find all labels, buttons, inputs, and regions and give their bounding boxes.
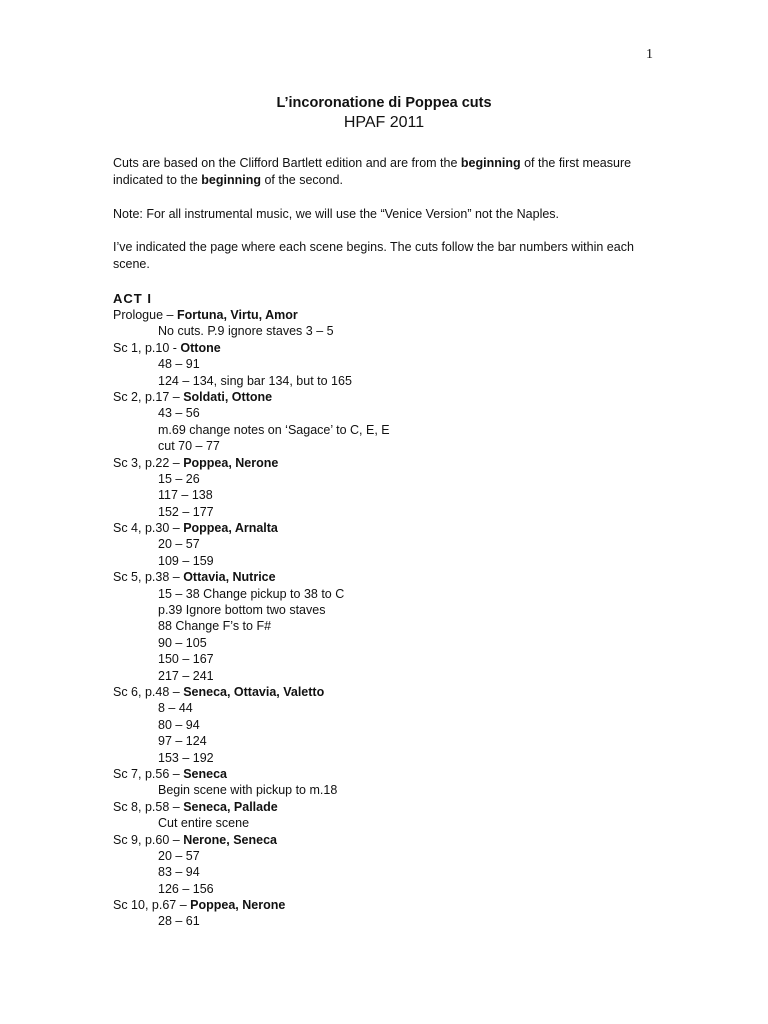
scene-heading <box>113 340 673 356</box>
scene-heading <box>113 455 673 471</box>
scene-characters: Poppea, Nerone <box>190 898 286 913</box>
cut-entry: 83 – 94 <box>158 865 200 880</box>
cut-entry: 150 – 167 <box>158 652 214 667</box>
scene-heading <box>113 389 673 405</box>
cut-entry: 109 – 159 <box>158 553 214 568</box>
scene-heading <box>113 799 673 815</box>
scene-characters: Nerone, Seneca <box>183 832 277 847</box>
scene-characters: Seneca, Pallade <box>183 799 278 814</box>
document-subtitle: HPAF 2011 <box>343 114 425 131</box>
emphasis-text: beginning <box>460 156 521 170</box>
cut-entry: 152 – 177 <box>158 504 214 519</box>
scene-heading <box>113 832 673 848</box>
paragraph-text: Cuts are based on the Clifford Bartlett edition and are from the <box>113 156 461 170</box>
cut-entry: 48 – 91 <box>158 357 200 372</box>
intro-paragraph-note: Note: For all instrumental music, we will use the “Venice Version” not the Naples. <box>113 207 560 221</box>
scene-label: Sc 6, p.48 – <box>113 684 184 699</box>
intro-paragraph-edition <box>113 155 653 188</box>
cut-entry: 20 – 57 <box>158 537 200 552</box>
scene-label: Prologue – <box>113 308 177 322</box>
cut-entry: 15 – 26 <box>158 471 200 486</box>
scene-characters: Poppea, Nerone <box>183 455 279 470</box>
emphasis-text: beginning <box>201 172 261 187</box>
cut-entry: 8 – 44 <box>158 701 193 716</box>
act-heading: ACT I <box>113 291 152 306</box>
cut-entry: 126 – 156 <box>158 881 214 896</box>
scene-label: Sc 7, p.56 – <box>113 766 184 781</box>
cut-entry: 20 – 57 <box>158 848 200 863</box>
scene-label: Sc 5, p.38 – <box>113 570 184 585</box>
cut-entry: 88 Change F’s to F# <box>158 619 272 634</box>
cut-entry: cut 70 – 77 <box>158 439 220 454</box>
paragraph-text: of the second. <box>260 172 343 187</box>
cut-entry: 15 – 38 Change pickup to 38 to C <box>158 586 345 601</box>
scene-characters: Fortuna, Virtu, Amor <box>176 308 298 322</box>
scene-characters: Poppea, Arnalta <box>183 521 278 536</box>
scene-label: Sc 8, p.58 – <box>113 799 184 814</box>
cut-entry: 217 – 241 <box>158 668 214 683</box>
scene-label: Sc 4, p.30 – <box>113 521 184 536</box>
cut-entry: 80 – 94 <box>158 717 200 732</box>
cut-entry: Begin scene with pickup to m.18 <box>158 783 338 798</box>
scene-label: Sc 3, p.22 – <box>113 455 184 470</box>
page-number: 1 <box>646 47 653 62</box>
scene-label: Sc 9, p.60 – <box>113 832 184 847</box>
cut-entry: 90 – 105 <box>158 635 207 650</box>
cut-entry: 117 – 138 <box>158 488 213 503</box>
scene-characters: Soldati, Ottone <box>183 389 273 404</box>
scene-heading <box>113 569 673 585</box>
scene-characters: Seneca <box>183 766 227 781</box>
scene-label: Sc 10, p.67 – <box>113 898 191 913</box>
scene-heading <box>113 766 673 782</box>
title-block <box>0 94 768 133</box>
cut-entry: m.69 change notes on ‘Sagace’ to C, E, E <box>158 422 390 437</box>
scene-characters: Ottavia, Nutrice <box>183 570 276 585</box>
scene-heading <box>113 684 673 700</box>
scene-characters: Seneca, Ottavia, Valetto <box>183 684 325 699</box>
scene-label: Sc 2, p.17 – <box>113 389 184 404</box>
cut-entry: 153 – 192 <box>158 750 214 765</box>
cut-entry: 28 – 61 <box>158 914 200 929</box>
cut-entry: 97 – 124 <box>158 734 207 749</box>
paragraph-text: of the first measure indicated to the <box>113 156 632 187</box>
cut-entry: Cut entire scene <box>158 816 250 831</box>
document-title: L’incoronatione di Poppea cuts <box>276 95 492 111</box>
scene-heading <box>113 520 673 536</box>
cuts-list <box>113 307 673 930</box>
cut-entry: 43 – 56 <box>158 406 200 421</box>
cut-entry: No cuts. P.9 ignore staves 3 – 5 <box>158 324 334 339</box>
scene-heading <box>113 307 673 323</box>
scene-characters: Ottone <box>180 340 221 355</box>
scene-heading <box>113 897 673 913</box>
intro-paragraph-pages: I’ve indicated the page where each scene begins. The cuts follow the bar numbers within each scene. <box>113 240 634 271</box>
cut-entry: p.39 Ignore bottom two staves <box>158 603 326 618</box>
cut-entry: 124 – 134, sing bar 134, but to 165 <box>158 373 352 388</box>
scene-label: Sc 1, p.10 - <box>113 340 181 355</box>
